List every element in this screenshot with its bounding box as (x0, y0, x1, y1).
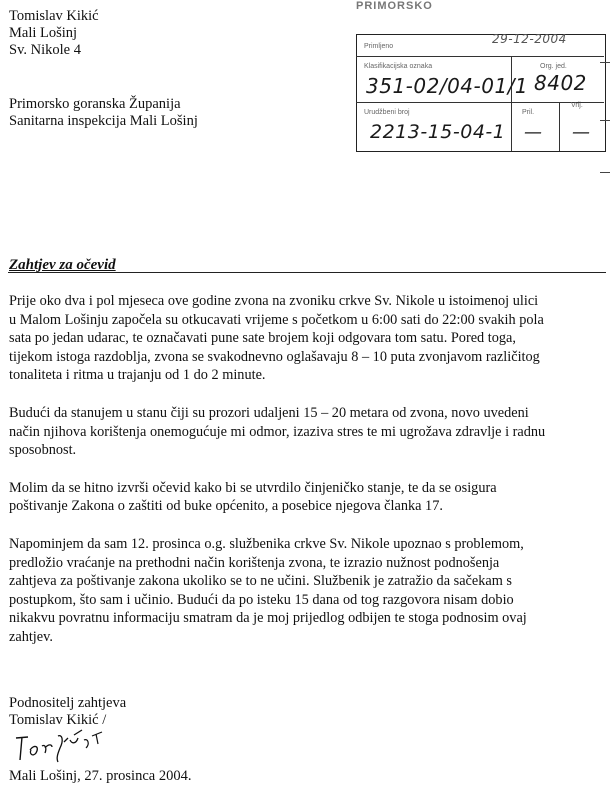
text-line: Budući da stanujem u stanu čiji su prozori udaljeni 15 – 20 metara od zvona, novo uvedeni (9, 404, 529, 421)
sender-street: Sv. Nikole 4 (9, 42, 81, 58)
scan-edge-mark (600, 172, 610, 173)
recipient-address (9, 96, 198, 130)
stamp-org-label: Org. jed. (540, 63, 567, 70)
recipient-line-1: Primorsko goranska Županija (9, 96, 181, 112)
text-line: nikakvu povratnu informaciju smatram da je moj prijedlog odbijen te stoga podnosim ovaj (9, 610, 527, 627)
text-line: Molim da se hitno izvrši očevid kako bi se utvrdilo činjeničko stanje, te da se osigura (9, 479, 497, 496)
scan-edge-mark (600, 62, 610, 63)
stamp-reg-label: Urudžbeni broj (364, 109, 410, 116)
text-line: Prije oko dva i pol mjeseca ove godine zvona na zvoniku crkve Sv. Nikole u istoimenoj ulici (9, 293, 539, 309)
applicant-role: Podnositelj zahtjeva (9, 695, 127, 711)
place-and-date: Mali Lošinj, 27. prosinca 2004. (9, 768, 192, 784)
registry-stamp (356, 34, 610, 158)
stamp-column-divider (559, 102, 560, 151)
sender-name: Tomislav Kikić (9, 8, 99, 24)
stamp-reg-value: 2213-15-04-1 (370, 121, 506, 143)
text-line: Napominjem da sam 12. prosinca o.g. službenika crkve Sv. Nikole upoznao s problemom, (9, 535, 524, 552)
stamp-received-label: Primljeno (364, 43, 394, 50)
text-line: zahtjeva za poštivanje zakona ukoliko se to ne učini. Službenik je zatražio da sačekam s (9, 573, 512, 590)
paragraph (9, 404, 605, 460)
stamp-value-value: — (572, 122, 591, 143)
recipient-line-2: Sanitarna inspekcija Mali Lošinj (9, 113, 198, 129)
stamp-header: PRIMORSKO (356, 0, 433, 12)
stamp-received-date: 29-12-2004 (492, 32, 567, 46)
closing-block (9, 695, 126, 729)
text-line: sposobnost. (9, 442, 77, 459)
stamp-divider (356, 102, 604, 103)
letter-body (9, 292, 605, 666)
text-line: sata po jedan udarac, te označavati pune sate brojem koji odgovara tom satu. Pored toga, (9, 330, 516, 347)
stamp-value-label: Vrij. (571, 102, 583, 109)
text-line: zahtjev. (9, 628, 53, 645)
stamp-attach-value: — (524, 122, 543, 143)
text-line: način njihova korištenja onemogućuje mi odmor, izaziva stres te mi ugrožava zdravlje i radnu (9, 423, 546, 440)
paragraph (9, 292, 605, 385)
text-line: u Malom Lošinju započela su otkucavati vrijeme s početkom u 6:00 sati do 22:00 svakih pola (9, 311, 544, 328)
document-title: Zahtjev za očevid (9, 257, 116, 273)
stamp-column-divider (511, 56, 512, 151)
paragraph (9, 479, 605, 516)
stamp-class-label: Klasifikacijska oznaka (364, 63, 433, 70)
stamp-org-value: 8402 (534, 71, 587, 95)
handwritten-signature (12, 726, 132, 766)
text-line: tijekom istoga razdoblja, zvona se svakodnevno oglašavaju 8 – 10 puta zvonjavom različitog (9, 348, 540, 365)
stamp-attach-label: Pril. (522, 109, 535, 116)
stamp-divider (356, 56, 604, 57)
text-line: poštivanje Zakona o zaštiti od buke općenito, a posebice njegova članka 17. (9, 498, 443, 515)
stamp-class-value: 351-02/04-01/1 (366, 74, 529, 98)
applicant-name: Tomislav Kikić / (9, 712, 107, 728)
sender-address (9, 8, 99, 59)
sender-city: Mali Lošinj (9, 25, 78, 41)
text-line: tonaliteta i ritma u trajanju od 1 do 2 minute. (9, 367, 266, 384)
text-line: postupkom, što sam i učinio. Budući da po isteku 15 dana od tog razgovora nisam dobio (9, 591, 514, 608)
scan-edge-mark (600, 120, 610, 121)
text-line: predložio vraćanje na prethodni način korištenja zvona, te izrazio nužnost podnošenja (9, 554, 500, 571)
title-rule (8, 272, 606, 273)
paragraph (9, 535, 605, 647)
